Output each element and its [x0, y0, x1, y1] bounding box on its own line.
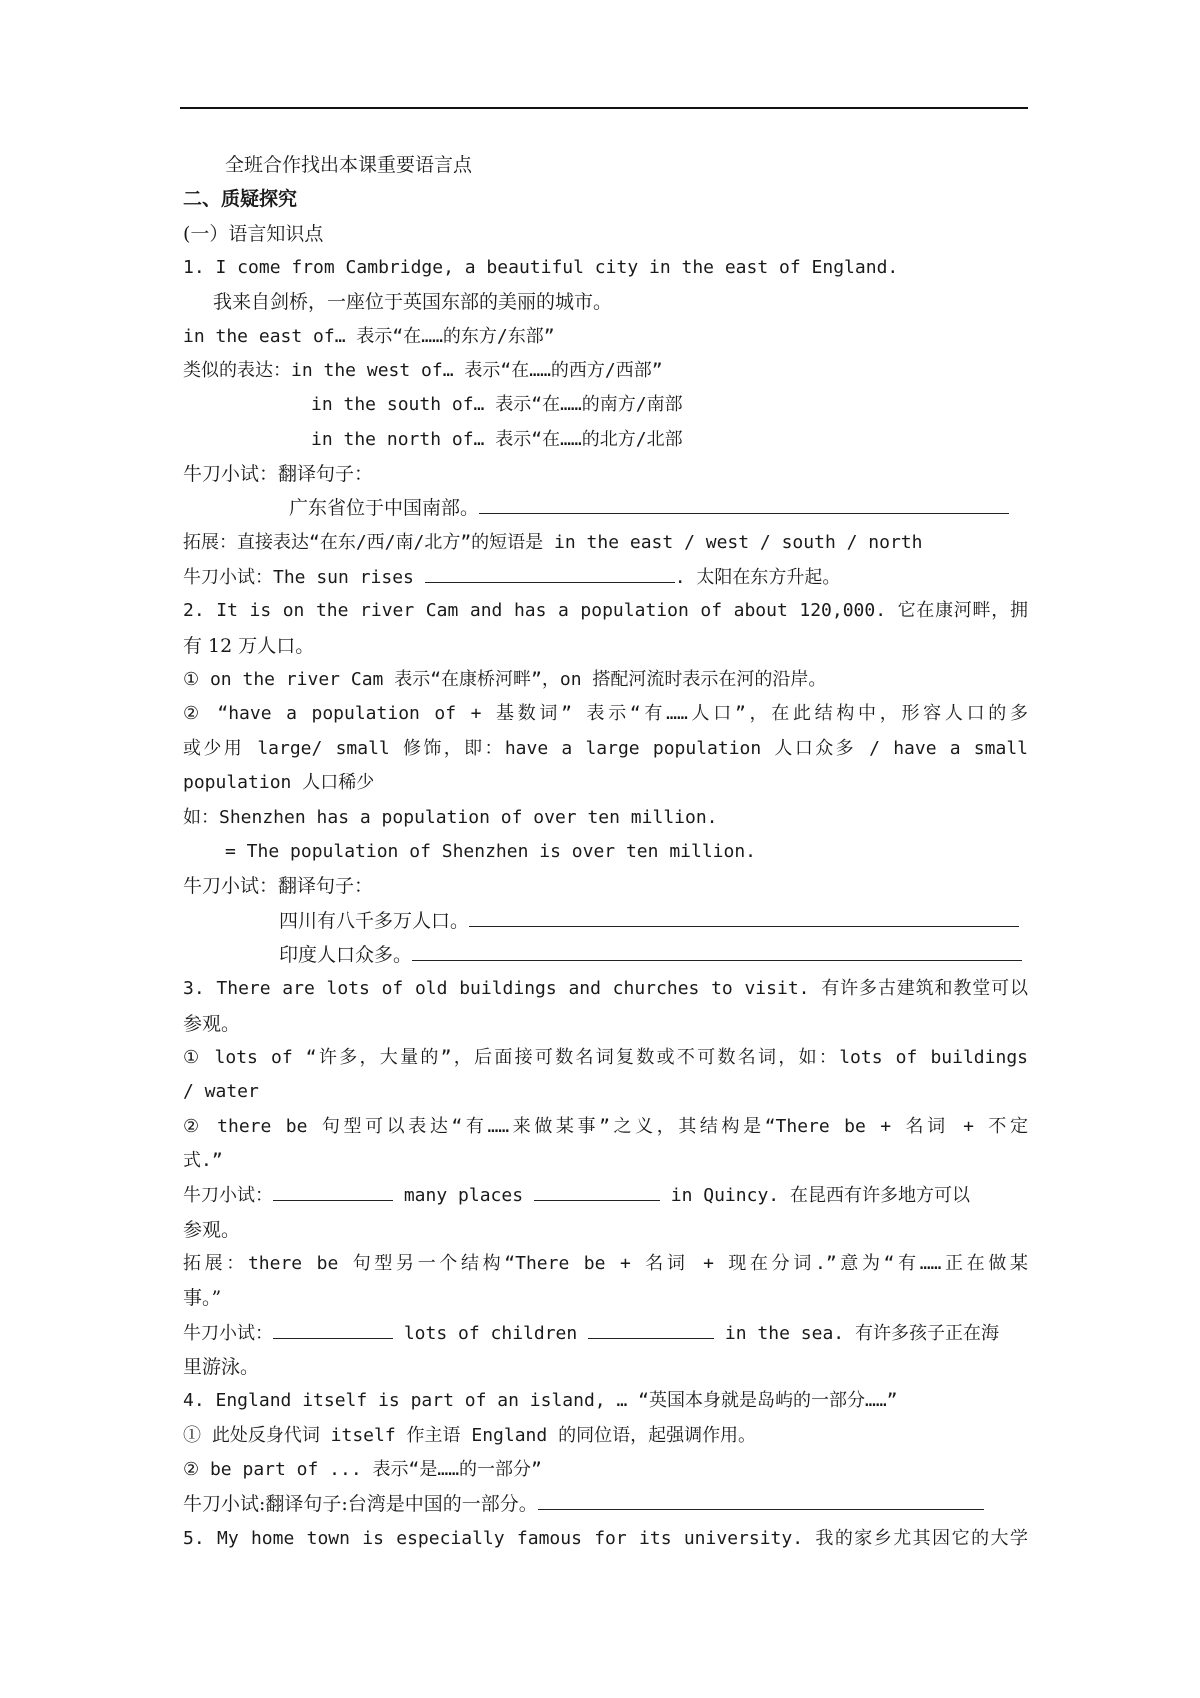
practice-tail: in the sea. 有许多孩子正在海 — [724, 1323, 999, 1344]
phrase-west: 类似的表达：in the west of… 表示“在……的西方/西部” — [183, 360, 663, 381]
note-1: ① on the river Cam 表示“在康桥河畔”，on 搭配河流时表示在河的沿岸。 — [183, 669, 827, 690]
practice-prompt: 四川有八千多万人口。 — [279, 910, 470, 932]
answer-blank[interactable] — [534, 1178, 660, 1201]
note-1-continued: / water — [183, 1081, 259, 1102]
practice-tail: . 太阳在东方升起。 — [674, 567, 841, 588]
practice-fill-row — [183, 1316, 1028, 1350]
answer-blank[interactable] — [273, 1178, 393, 1201]
answer-blank[interactable] — [479, 491, 1009, 514]
practice-fill-row — [183, 1178, 1028, 1212]
point-3-continued: 参观。 — [183, 1013, 241, 1035]
practice-label: 牛刀小试： — [183, 1323, 273, 1344]
practice-sun-row — [183, 560, 1028, 594]
intro-line: 全班合作找出本课重要语言点 — [225, 154, 473, 176]
practice-middle: many places — [403, 1185, 524, 1206]
practice-label: 牛刀小试：翻译句子： — [183, 875, 374, 897]
extension-line: 拓展：直接表达“在东/西/南/北方”的短语是 in the east / west / south / north — [183, 532, 923, 553]
answer-blank[interactable] — [469, 904, 1019, 927]
note-1: ① lots of “许多，大量的”，后面接可数名词复数或不可数名词，如：lots of buildings — [183, 1047, 1028, 1068]
point-5-sentence: 5. My home town is especially famous for its university. 我的家乡尤其因它的大学 — [183, 1528, 1028, 1549]
note-2: ② “have a population of + 基数词” 表示“有……人口”，在此结构中，形容人口的多 — [183, 703, 1028, 724]
practice-tail: in Quincy. 在昆西有许多地方可以 — [670, 1185, 970, 1206]
practice-prompt: 广东省位于中国南部。 — [289, 497, 480, 519]
phrase-south: in the south of… 表示“在……的南方/南部 — [311, 394, 683, 415]
extension-continued: 事。” — [183, 1287, 222, 1309]
practice-label: 牛刀小试：翻译句子： — [183, 463, 374, 485]
point-1-sentence: 1. I come from Cambridge, a beautiful city in the east of England. — [183, 257, 899, 278]
note-2-end: population 人口稀少 — [183, 772, 375, 793]
point-2-continued: 有 12 万人口。 — [183, 635, 315, 657]
answer-blank[interactable] — [538, 1487, 984, 1510]
note-2-continued: 或少用 large/ small 修饰，即：have a large population 人口众多 / have a small — [183, 738, 1028, 759]
note-1: ① 此处反身代词 itself 作主语 England 的同位语，起强调作用。 — [183, 1425, 757, 1446]
answer-blank[interactable] — [425, 560, 675, 583]
practice-continued: 参观。 — [183, 1219, 241, 1241]
note-2-continued: 式.” — [183, 1150, 223, 1171]
practice-label: 牛刀小试： — [183, 1185, 273, 1206]
practice-prompt: 牛刀小试：The sun rises — [183, 567, 414, 588]
practice-continued: 里游泳。 — [183, 1356, 260, 1378]
phrase-east: in the east of… 表示“在……的东方/东部” — [183, 326, 555, 347]
example-line: 如：Shenzhen has a population of over ten million. — [183, 807, 718, 828]
point-3-sentence: 3. There are lots of old buildings and churches to visit. 有许多古建筑和教堂可以 — [183, 978, 1028, 999]
note-2: ② there be 句型可以表达“有……来做某事”之义，其结构是“There be + 名词 + 不定 — [183, 1116, 1028, 1137]
example-equivalent: = The population of Shenzhen is over ten million. — [225, 841, 757, 862]
practice-sentence-row — [183, 1487, 1028, 1521]
phrase-north: in the north of… 表示“在……的北方/北部 — [311, 429, 683, 450]
point-1-translation: 我来自剑桥，一座位于英国东部的美丽的城市。 — [213, 291, 613, 313]
point-2-sentence: 2. It is on the river Cam and has a population of about 120,000. 它在康河畔，拥 — [183, 600, 1028, 621]
section-heading: 二、质疑探究 — [183, 188, 298, 210]
practice-prompt: 印度人口众多。 — [279, 944, 413, 966]
header-rule — [180, 107, 1028, 109]
answer-blank[interactable] — [412, 938, 1022, 961]
practice-sentence-row — [183, 904, 1124, 938]
practice-sentence-row — [183, 491, 1134, 525]
point-4-sentence: 4. England itself is part of an island, … “英国本身就是岛屿的一部分……” — [183, 1390, 898, 1411]
answer-blank[interactable] — [588, 1316, 714, 1339]
practice-sentence-row — [183, 938, 1124, 972]
answer-blank[interactable] — [273, 1316, 393, 1339]
extension-line: 拓展：there be 句型另一个结构“There be + 名词 + 现在分词.”意为“有……正在做某 — [183, 1253, 1028, 1274]
practice-prompt: 牛刀小试:翻译句子:台湾是中国的一部分。 — [183, 1493, 538, 1515]
note-2: ② be part of ... 表示“是……的一部分” — [183, 1459, 542, 1480]
practice-middle: lots of children — [403, 1323, 578, 1344]
subsection-heading: (一）语言知识点 — [183, 223, 324, 245]
